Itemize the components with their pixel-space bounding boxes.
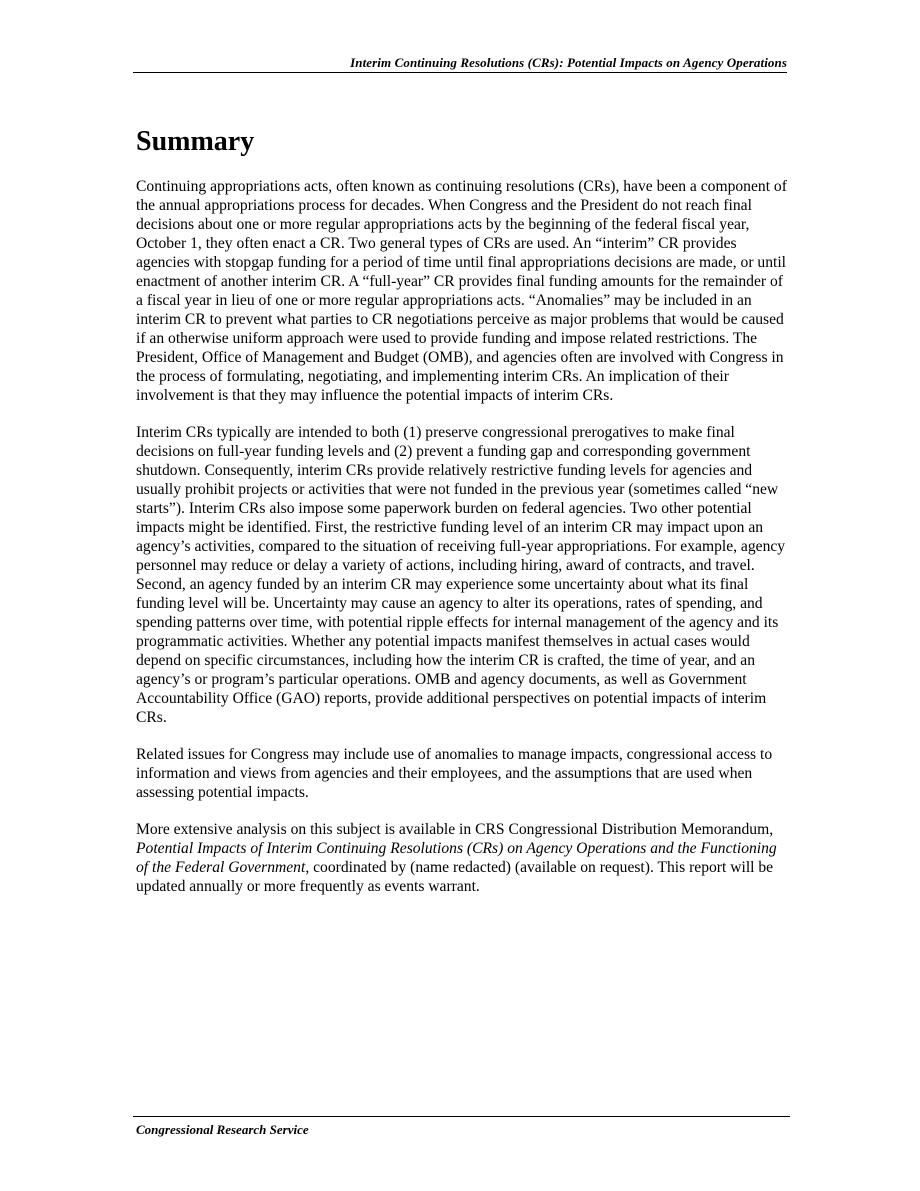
paragraph-impacts: Interim CRs typically are intended to both (1) preserve congressional prerogatives to make final decisions on full-year funding levels and (2) prevent a funding gap and corresponding government shutdown. Consequently, interim CRs provide relatively restrictive funding levels for agencies and usually prohibit projects or activities that were not funded in the previous year (sometimes called “new starts”). Interim CRs also impose some paperwork burden on federal agencies. Two other potential impacts might be identified. First, the restrictive funding level of an interim CR may impact upon an agency’s activities, compared to the situation of receiving full-year appropriations. For example, agency personnel may reduce or delay a variety of actions, including hiring, award of contracts, and travel. Second, an agency funded by an interim CR may experience some uncertainty about what its final funding level will be. Uncertainty may cause an agency to alter its operations, rates of spending, and spending patterns over time, with potential ripple effects for internal management of the agency and its programmatic activities. Whether any potential impacts manifest themselves in actual cases would depend on specific circumstances, including how the interim CR is crafted, the time of year, and an agency’s or program’s particular operations. OMB and agency documents, as well as Government Accountability Office (GAO) reports, provide additional perspectives on potential impacts of interim CRs. xyxy=(136,424,786,726)
paragraph-further-analysis xyxy=(136,820,790,896)
paragraph-overview: Continuing appropriations acts, often known as continuing resolutions (CRs), have been a component of the annual appropriations process for decades. When Congress and the President do not reach final decisions about one or more regular appropriations acts by the beginning of the federal fiscal year, October 1, they often enact a CR. Two general types of CRs are used. An “interim” CR provides agencies with stopgap funding for a period of time until final appropriations decisions are made, or until enactment of another interim CR. A “full-year” CR provides final funding amounts for the remainder of a fiscal year in lieu of one or more regular appropriations acts. “Anomalies” may be included in an interim CR to prevent what parties to CR negotiations perceive as major problems that would be caused if an otherwise uniform approach were used to provide funding and impose related restrictions. The President, Office of Management and Budget (OMB), and agencies often are involved with Congress in the process of formulating, negotiating, and implementing interim CRs. An implication of their involvement is that they may influence the potential impacts of interim CRs. xyxy=(136,178,787,404)
further-analysis-tail: , coordinated by (name redacted) (available on request). This report will be updated annually or more frequently as events warrant. xyxy=(136,859,774,895)
page-title: Summary xyxy=(136,126,255,157)
running-footer: Congressional Research Service xyxy=(133,1116,790,1139)
running-header: Interim Continuing Resolutions (CRs): Potential Impacts on Agency Operations xyxy=(133,55,787,73)
further-analysis-lead: More extensive analysis on this subject is available in CRS Congressional Distribution Memorandum, xyxy=(136,821,774,838)
memorandum-title: Potential Impacts of Interim Continuing Resolutions (CRs) on Agency Operations and the Functioning of the Federal Government xyxy=(136,840,777,876)
paragraph-related-issues: Related issues for Congress may include use of anomalies to manage impacts, congressional access to information and views from agencies and their employees, and the assumptions that are used when assessing potential impacts. xyxy=(136,746,773,801)
summary-body xyxy=(136,177,790,914)
